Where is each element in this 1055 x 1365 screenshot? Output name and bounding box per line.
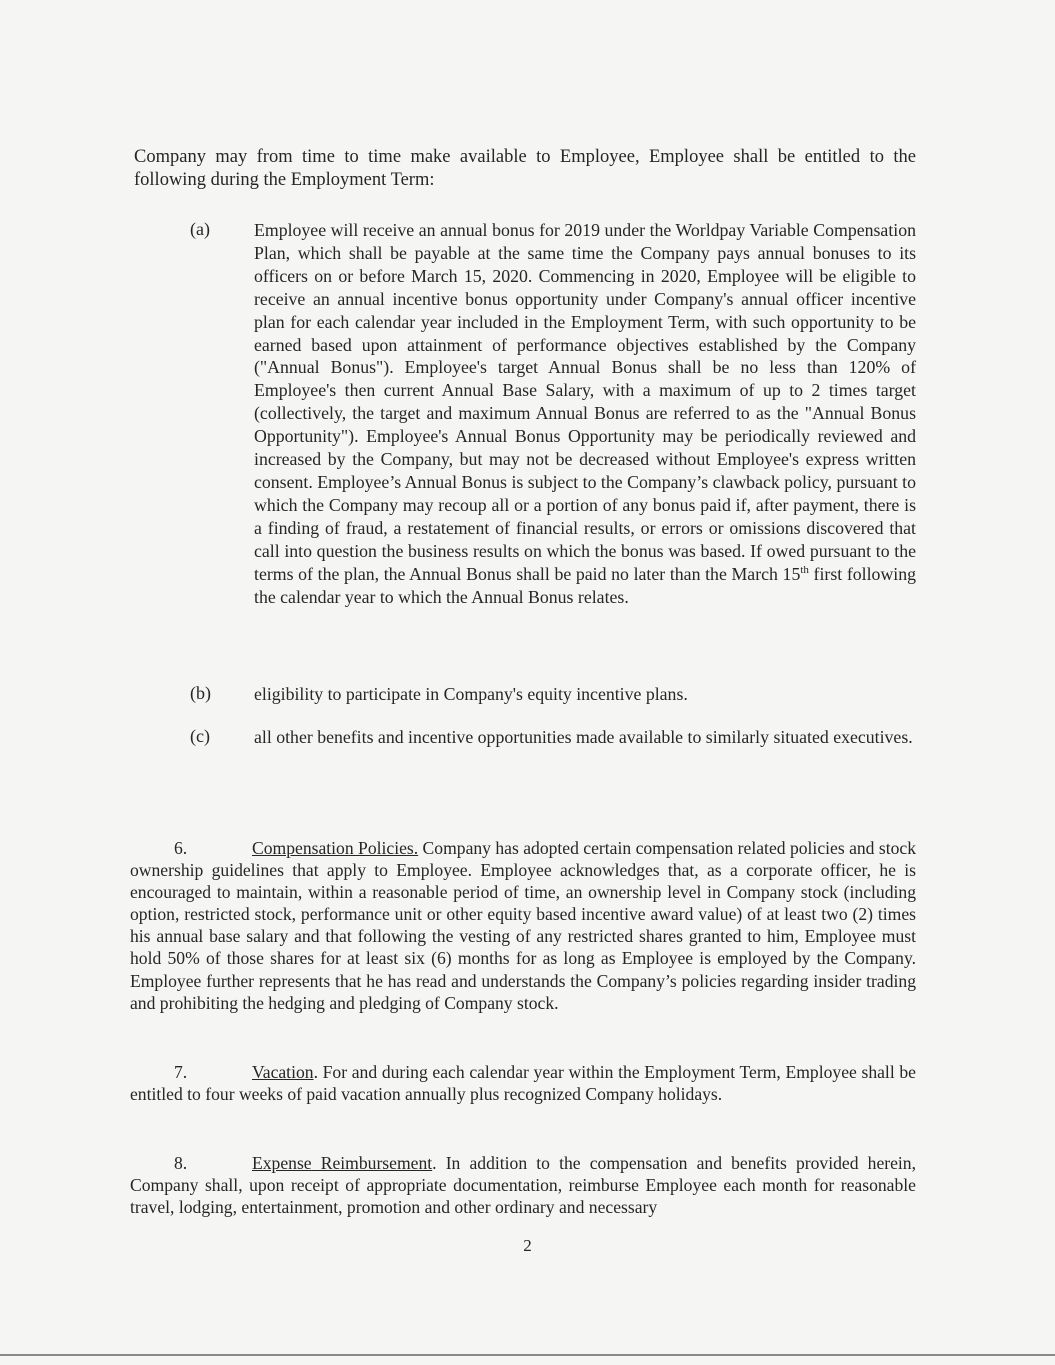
list-item-a	[190, 219, 917, 608]
section-number: 7.	[174, 1062, 188, 1082]
section-heading: Vacation	[252, 1062, 314, 1082]
list-item-b	[190, 683, 917, 706]
page-number: 2	[523, 1236, 532, 1255]
list-marker: (c)	[190, 726, 210, 746]
section-compensation-policies	[130, 837, 916, 1014]
section-expense-reimbursement	[130, 1152, 916, 1218]
section-vacation	[130, 1061, 916, 1105]
list-marker: (b)	[190, 683, 211, 703]
section-body: Company has adopted certain compensation related policies and stock ownership guidelines that apply to Employee. Employee acknowledges that, as a corporate officer, he is encouraged to maintain, within a reasonable period of time, an ownership level in Company stock (including option, restricted stock, performance unit or other equity based incentive award value) of at least two (2) times his annual base salary and that following the vesting of any restricted shares granted to him, Employee must hold 50% of those shares for at least six (6) months for as long as Employee is employed by the Company. Employee further represents that he has read and understands the Company’s policies regarding insider trading and prohibiting the hedging and pledging of Company stock.	[130, 838, 917, 1013]
ordinal-suffix: th	[800, 563, 809, 576]
section-body: . In addition to the compensation and benefits provided herein, Company shall, upon receipt of appropriate documentation, reimburse Employee each month for reasonable travel, lodging, entertainment, promotion and other ordinary and necessary	[130, 1153, 917, 1218]
scan-edge-line	[0, 1354, 1055, 1356]
section-number: 6.	[174, 838, 188, 858]
section-number: 8.	[174, 1153, 188, 1173]
section-heading: Expense Reimbursement	[252, 1153, 433, 1173]
list-item-c	[190, 726, 917, 749]
annual-bonus-text-end: first following the calendar year to which the Annual Bonus relates.	[254, 563, 917, 607]
list-item-text	[254, 219, 916, 608]
section-body: . For and during each calendar year within the Employment Term, Employee shall be entitled to four weeks of paid vacation annually plus recognized Company holidays.	[130, 1062, 916, 1105]
section-heading: Compensation Policies.	[252, 838, 419, 858]
list-item-text: all other benefits and incentive opportunities made available to similarly situated executives.	[254, 727, 913, 747]
intro-paragraph: Company may from time to time make available to Employee, Employee shall be entitled to the following during the Employment Term:	[134, 147, 916, 190]
list-item-text: eligibility to participate in Company's equity incentive plans.	[254, 684, 688, 704]
annual-bonus-text: Employee will receive an annual bonus for 2019 under the Worldpay Variable Compensation Plan, which shall be payable at the same time the Company pays annual bonuses to its officers on or before March 15, 2020. Commencing in 2020, Employee will be eligible to receive an annual incentive bonus opportunity under Company's annual officer incentive plan for each calendar year included in the Employment Term, with such opportunity to be earned based upon attainment of performance objectives established by the Company ("Annual Bonus"). Employee's target Annual Bonus shall be no less than 120% of Employee's then current Annual Base Salary, with a maximum of up to 2 times target (collectively, the target and maximum Annual Bonus are referred to as the "Annual Bonus Opportunity"). Employee's Annual Bonus Opportunity may be periodically reviewed and increased by the Company, but may not be decreased without Employee's express written consent. Employee’s Annual Bonus is subject to the Company’s clawback policy, pursuant to which the Company may recoup all or a portion of any bonus paid if, after payment, there is a finding of fraud, a restatement of financial results, or errors or omissions discovered that call into question the business results on which the bonus was based. If owed pursuant to the terms of the plan, the Annual Bonus shall be paid no later than the March 15	[254, 220, 916, 584]
list-marker: (a)	[190, 219, 210, 239]
